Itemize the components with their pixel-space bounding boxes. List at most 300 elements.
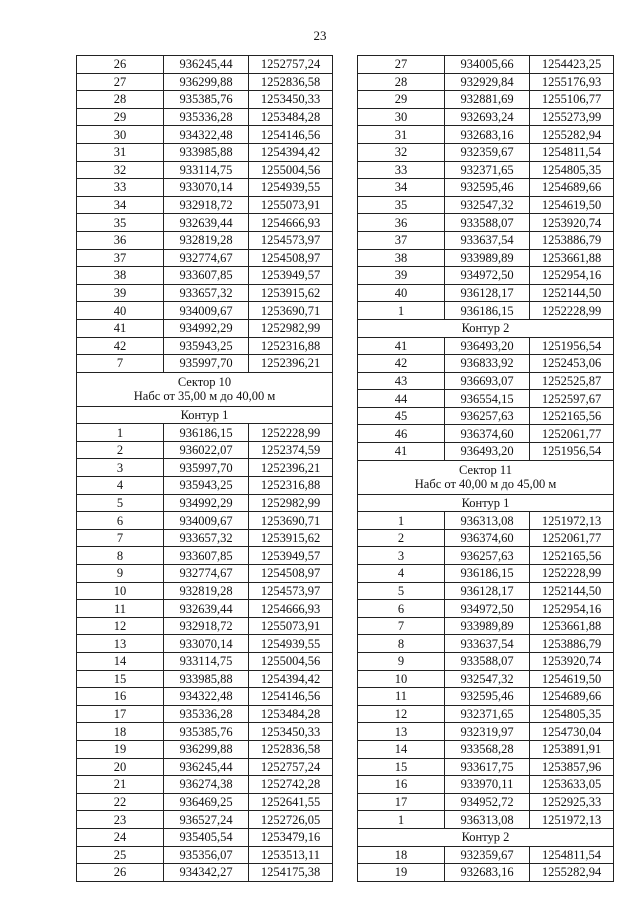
x-coordinate-cell: 936257,63 (445, 407, 530, 425)
y-coordinate-cell: 1254146,56 (249, 688, 333, 706)
point-number-cell: 3 (77, 459, 164, 477)
x-coordinate-cell: 932774,67 (164, 565, 249, 583)
y-coordinate-cell: 1252982,99 (249, 494, 333, 512)
y-coordinate-cell: 1254689,66 (530, 179, 614, 197)
table-row (358, 355, 614, 373)
x-coordinate-cell: 936527,24 (164, 811, 249, 829)
y-coordinate-cell: 1252641,55 (249, 793, 333, 811)
x-coordinate-cell: 932319,97 (445, 723, 530, 741)
x-coordinate-cell: 936554,15 (445, 390, 530, 408)
table-row (77, 424, 333, 442)
table-row (358, 740, 614, 758)
x-coordinate-cell: 934952,72 (445, 793, 530, 811)
point-number-cell: 16 (77, 688, 164, 706)
x-coordinate-cell: 933114,75 (164, 161, 249, 179)
y-coordinate-cell: 1252954,16 (530, 267, 614, 285)
y-coordinate-cell: 1252316,88 (249, 477, 333, 495)
table-row (77, 126, 333, 144)
coordinates-table-right (357, 55, 614, 882)
y-coordinate-cell: 1254619,50 (530, 196, 614, 214)
x-coordinate-cell: 934342,27 (164, 864, 249, 882)
point-number-cell: 3 (358, 547, 445, 565)
table-row (358, 723, 614, 741)
y-coordinate-cell: 1253479,16 (249, 828, 333, 846)
y-coordinate-cell: 1253886,79 (530, 635, 614, 653)
y-coordinate-cell: 1253661,88 (530, 249, 614, 267)
table-row (358, 73, 614, 91)
point-number-cell: 14 (77, 653, 164, 671)
x-coordinate-cell: 935997,70 (164, 459, 249, 477)
x-coordinate-cell: 934322,48 (164, 688, 249, 706)
x-coordinate-cell: 936493,20 (445, 443, 530, 461)
point-number-cell: 37 (358, 231, 445, 249)
y-coordinate-cell: 1252525,87 (530, 372, 614, 390)
x-coordinate-cell: 936299,88 (164, 73, 249, 91)
y-coordinate-cell: 1254573,97 (249, 582, 333, 600)
x-coordinate-cell: 934005,66 (445, 56, 530, 74)
point-number-cell: 42 (358, 355, 445, 373)
x-coordinate-cell: 936374,60 (445, 425, 530, 443)
y-coordinate-cell: 1254619,50 (530, 670, 614, 688)
x-coordinate-cell: 934972,50 (445, 600, 530, 618)
table-row (77, 864, 333, 882)
y-coordinate-cell: 1252954,16 (530, 600, 614, 618)
x-coordinate-cell: 932547,32 (445, 196, 530, 214)
page-number: 23 (313, 28, 327, 43)
point-number-cell: 28 (358, 73, 445, 91)
point-number-cell: 10 (358, 670, 445, 688)
sector-elevation-range: Набс от 35,00 м до 40,00 м (133, 389, 276, 404)
point-number-cell: 9 (77, 565, 164, 583)
y-coordinate-cell: 1255176,93 (530, 73, 614, 91)
y-coordinate-cell: 1255073,91 (249, 196, 333, 214)
table-row (358, 161, 614, 179)
point-number-cell: 2 (77, 441, 164, 459)
table-row (358, 143, 614, 161)
y-coordinate-cell: 1253915,62 (249, 529, 333, 547)
x-coordinate-cell: 932819,28 (164, 582, 249, 600)
x-coordinate-cell: 935405,54 (164, 828, 249, 846)
sector-title: Сектор 10 (177, 375, 232, 390)
y-coordinate-cell: 1253920,74 (530, 214, 614, 232)
y-coordinate-cell: 1254805,35 (530, 161, 614, 179)
point-number-cell: 36 (77, 231, 164, 249)
x-coordinate-cell: 935356,07 (164, 846, 249, 864)
y-coordinate-cell: 1254805,35 (530, 705, 614, 723)
point-number-cell: 8 (77, 547, 164, 565)
point-number-cell: 29 (358, 91, 445, 109)
point-number-cell: 12 (77, 617, 164, 635)
table-row (358, 565, 614, 583)
table-row (358, 582, 614, 600)
y-coordinate-cell: 1252925,33 (530, 793, 614, 811)
point-number-cell: 41 (77, 319, 164, 337)
x-coordinate-cell: 932595,46 (445, 179, 530, 197)
y-coordinate-cell: 1254730,04 (530, 723, 614, 741)
x-coordinate-cell: 936128,17 (445, 284, 530, 302)
y-coordinate-cell: 1252228,99 (530, 565, 614, 583)
y-coordinate-cell: 1252374,59 (249, 441, 333, 459)
table-row (77, 91, 333, 109)
point-number-cell: 18 (358, 846, 445, 864)
y-coordinate-cell: 1254508,97 (249, 249, 333, 267)
x-coordinate-cell: 932639,44 (164, 214, 249, 232)
x-coordinate-cell: 933657,32 (164, 284, 249, 302)
point-number-cell: 31 (77, 143, 164, 161)
x-coordinate-cell: 933588,07 (445, 653, 530, 671)
y-coordinate-cell: 1252742,28 (249, 776, 333, 794)
x-coordinate-cell: 932918,72 (164, 617, 249, 635)
table-row (77, 161, 333, 179)
point-number-cell: 32 (77, 161, 164, 179)
table-row (77, 302, 333, 320)
y-coordinate-cell: 1254394,42 (249, 670, 333, 688)
point-number-cell: 4 (358, 565, 445, 583)
contour-heading: Контур 2 (358, 828, 614, 846)
contour-heading-row (358, 319, 614, 337)
x-coordinate-cell: 933070,14 (164, 179, 249, 197)
point-number-cell: 2 (358, 529, 445, 547)
x-coordinate-cell: 936245,44 (164, 56, 249, 74)
sector-heading (77, 372, 333, 406)
table-row (358, 196, 614, 214)
point-number-cell: 15 (358, 758, 445, 776)
y-coordinate-cell: 1252165,56 (530, 547, 614, 565)
table-row (77, 231, 333, 249)
x-coordinate-cell: 933114,75 (164, 653, 249, 671)
y-coordinate-cell: 1254939,55 (249, 179, 333, 197)
table-row (358, 214, 614, 232)
table-row (358, 126, 614, 144)
table-row (358, 56, 614, 74)
table-row (77, 705, 333, 723)
point-number-cell: 14 (358, 740, 445, 758)
point-number-cell: 33 (358, 161, 445, 179)
x-coordinate-cell: 932918,72 (164, 196, 249, 214)
point-number-cell: 13 (77, 635, 164, 653)
y-coordinate-cell: 1253891,91 (530, 740, 614, 758)
x-coordinate-cell: 932693,24 (445, 108, 530, 126)
table-row (77, 337, 333, 355)
point-number-cell: 34 (358, 179, 445, 197)
y-coordinate-cell: 1254508,97 (249, 565, 333, 583)
y-coordinate-cell: 1251972,13 (530, 512, 614, 530)
table-row (77, 459, 333, 477)
x-coordinate-cell: 932639,44 (164, 600, 249, 618)
x-coordinate-cell: 932819,28 (164, 231, 249, 249)
x-coordinate-cell: 933637,54 (445, 231, 530, 249)
table-row (358, 635, 614, 653)
table-row (358, 776, 614, 794)
x-coordinate-cell: 936313,08 (445, 512, 530, 530)
point-number-cell: 13 (358, 723, 445, 741)
x-coordinate-cell: 935385,76 (164, 91, 249, 109)
y-coordinate-cell: 1253450,33 (249, 723, 333, 741)
table-row (358, 337, 614, 355)
point-number-cell: 1 (358, 512, 445, 530)
x-coordinate-cell: 933989,89 (445, 249, 530, 267)
table-row (77, 670, 333, 688)
y-coordinate-cell: 1255273,99 (530, 108, 614, 126)
point-number-cell: 30 (77, 126, 164, 144)
x-coordinate-cell: 934972,50 (445, 267, 530, 285)
y-coordinate-cell: 1252982,99 (249, 319, 333, 337)
table-row (358, 617, 614, 635)
y-coordinate-cell: 1253886,79 (530, 231, 614, 249)
table-row (77, 477, 333, 495)
x-coordinate-cell: 936128,17 (445, 582, 530, 600)
point-number-cell: 22 (77, 793, 164, 811)
x-coordinate-cell: 936186,15 (445, 302, 530, 320)
point-number-cell: 44 (358, 390, 445, 408)
x-coordinate-cell: 935943,25 (164, 477, 249, 495)
point-number-cell: 19 (358, 864, 445, 882)
y-coordinate-cell: 1253690,71 (249, 512, 333, 530)
x-coordinate-cell: 934009,67 (164, 302, 249, 320)
point-number-cell: 38 (77, 267, 164, 285)
point-number-cell: 29 (77, 108, 164, 126)
x-coordinate-cell: 933657,32 (164, 529, 249, 547)
y-coordinate-cell: 1255282,94 (530, 126, 614, 144)
y-coordinate-cell: 1253484,28 (249, 108, 333, 126)
point-number-cell: 18 (77, 723, 164, 741)
point-number-cell: 8 (358, 635, 445, 653)
point-number-cell: 35 (358, 196, 445, 214)
table-row (358, 372, 614, 390)
x-coordinate-cell: 935385,76 (164, 723, 249, 741)
point-number-cell: 36 (358, 214, 445, 232)
table-row (77, 355, 333, 373)
x-coordinate-cell: 935943,25 (164, 337, 249, 355)
table-row (77, 617, 333, 635)
y-coordinate-cell: 1254573,97 (249, 231, 333, 249)
table-row (358, 688, 614, 706)
point-number-cell: 19 (77, 740, 164, 758)
table-row (358, 108, 614, 126)
point-number-cell: 41 (358, 443, 445, 461)
table-row (358, 758, 614, 776)
table-row (358, 390, 614, 408)
table-row (77, 793, 333, 811)
point-number-cell: 40 (77, 302, 164, 320)
table-row (358, 811, 614, 829)
point-number-cell: 24 (77, 828, 164, 846)
x-coordinate-cell: 932547,32 (445, 670, 530, 688)
table-row (358, 179, 614, 197)
y-coordinate-cell: 1253949,57 (249, 547, 333, 565)
x-coordinate-cell: 935336,28 (164, 108, 249, 126)
table-row (358, 267, 614, 285)
table-row (358, 425, 614, 443)
point-number-cell: 23 (77, 811, 164, 829)
y-coordinate-cell: 1254939,55 (249, 635, 333, 653)
table-row (77, 529, 333, 547)
x-coordinate-cell: 932359,67 (445, 846, 530, 864)
table-row (77, 653, 333, 671)
x-coordinate-cell: 936493,20 (445, 337, 530, 355)
point-number-cell: 21 (77, 776, 164, 794)
x-coordinate-cell: 933070,14 (164, 635, 249, 653)
point-number-cell: 1 (358, 811, 445, 829)
y-coordinate-cell: 1253690,71 (249, 302, 333, 320)
y-coordinate-cell: 1254666,93 (249, 214, 333, 232)
x-coordinate-cell: 936833,92 (445, 355, 530, 373)
contour-heading-row (358, 494, 614, 512)
y-coordinate-cell: 1254666,93 (249, 600, 333, 618)
table-row (358, 249, 614, 267)
y-coordinate-cell: 1254811,54 (530, 846, 614, 864)
x-coordinate-cell: 933617,75 (445, 758, 530, 776)
y-coordinate-cell: 1252757,24 (249, 56, 333, 74)
x-coordinate-cell: 932595,46 (445, 688, 530, 706)
point-number-cell: 5 (358, 582, 445, 600)
y-coordinate-cell: 1252061,77 (530, 425, 614, 443)
contour-heading: Контур 1 (358, 494, 614, 512)
table-row (358, 670, 614, 688)
y-coordinate-cell: 1254423,25 (530, 56, 614, 74)
table-row (77, 688, 333, 706)
table-row (77, 758, 333, 776)
y-coordinate-cell: 1252228,99 (530, 302, 614, 320)
y-coordinate-cell: 1253450,33 (249, 91, 333, 109)
table-row (77, 635, 333, 653)
table-row (358, 407, 614, 425)
point-number-cell: 7 (77, 529, 164, 547)
sector-elevation-range: Набс от 40,00 м до 45,00 м (414, 477, 557, 492)
point-number-cell: 17 (358, 793, 445, 811)
y-coordinate-cell: 1253857,96 (530, 758, 614, 776)
table-row (358, 443, 614, 461)
y-coordinate-cell: 1252144,50 (530, 582, 614, 600)
y-coordinate-cell: 1253513,11 (249, 846, 333, 864)
x-coordinate-cell: 934992,29 (164, 494, 249, 512)
sector-heading (358, 460, 614, 494)
x-coordinate-cell: 936469,25 (164, 793, 249, 811)
x-coordinate-cell: 932371,65 (445, 161, 530, 179)
y-coordinate-cell: 1252228,99 (249, 424, 333, 442)
table-row (77, 196, 333, 214)
table-row (358, 529, 614, 547)
point-number-cell: 40 (358, 284, 445, 302)
coordinates-table-left (76, 55, 333, 882)
table-row (358, 846, 614, 864)
y-coordinate-cell: 1254689,66 (530, 688, 614, 706)
y-coordinate-cell: 1251972,13 (530, 811, 614, 829)
y-coordinate-cell: 1252144,50 (530, 284, 614, 302)
point-number-cell: 27 (77, 73, 164, 91)
point-number-cell: 20 (77, 758, 164, 776)
y-coordinate-cell: 1252453,06 (530, 355, 614, 373)
y-coordinate-cell: 1253920,74 (530, 653, 614, 671)
table-row (77, 740, 333, 758)
x-coordinate-cell: 935997,70 (164, 355, 249, 373)
y-coordinate-cell: 1255004,56 (249, 161, 333, 179)
point-number-cell: 30 (358, 108, 445, 126)
point-number-cell: 42 (77, 337, 164, 355)
contour-heading-row (77, 406, 333, 424)
point-number-cell: 1 (358, 302, 445, 320)
table-row (77, 582, 333, 600)
y-coordinate-cell: 1255106,77 (530, 91, 614, 109)
table-row (358, 864, 614, 882)
x-coordinate-cell: 936374,60 (445, 529, 530, 547)
y-coordinate-cell: 1252726,05 (249, 811, 333, 829)
x-coordinate-cell: 932881,69 (445, 91, 530, 109)
point-number-cell: 6 (77, 512, 164, 530)
contour-heading-row (358, 828, 614, 846)
point-number-cell: 37 (77, 249, 164, 267)
table-row (77, 319, 333, 337)
x-coordinate-cell: 933588,07 (445, 214, 530, 232)
y-coordinate-cell: 1252316,88 (249, 337, 333, 355)
table-row (358, 91, 614, 109)
point-number-cell: 5 (77, 494, 164, 512)
point-number-cell: 41 (358, 337, 445, 355)
y-coordinate-cell: 1255073,91 (249, 617, 333, 635)
table-row (358, 284, 614, 302)
y-coordinate-cell: 1253633,05 (530, 776, 614, 794)
table-row (77, 267, 333, 285)
point-number-cell: 39 (358, 267, 445, 285)
x-coordinate-cell: 932774,67 (164, 249, 249, 267)
point-number-cell: 11 (77, 600, 164, 618)
x-coordinate-cell: 933637,54 (445, 635, 530, 653)
y-coordinate-cell: 1255004,56 (249, 653, 333, 671)
y-coordinate-cell: 1253915,62 (249, 284, 333, 302)
x-coordinate-cell: 933970,11 (445, 776, 530, 794)
contour-heading: Контур 2 (358, 319, 614, 337)
point-number-cell: 17 (77, 705, 164, 723)
point-number-cell: 39 (77, 284, 164, 302)
table-row (77, 494, 333, 512)
coordinates-table-left-body (77, 56, 333, 882)
x-coordinate-cell: 932359,67 (445, 143, 530, 161)
y-coordinate-cell: 1254811,54 (530, 143, 614, 161)
point-number-cell: 7 (77, 355, 164, 373)
y-coordinate-cell: 1253484,28 (249, 705, 333, 723)
table-row (358, 547, 614, 565)
y-coordinate-cell: 1252836,58 (249, 740, 333, 758)
table-row (77, 73, 333, 91)
point-number-cell: 46 (358, 425, 445, 443)
x-coordinate-cell: 934009,67 (164, 512, 249, 530)
point-number-cell: 9 (358, 653, 445, 671)
table-row (77, 547, 333, 565)
table-row (77, 565, 333, 583)
y-coordinate-cell: 1252165,56 (530, 407, 614, 425)
sector-heading-row (358, 460, 614, 494)
y-coordinate-cell: 1252396,21 (249, 355, 333, 373)
y-coordinate-cell: 1251956,54 (530, 337, 614, 355)
y-coordinate-cell: 1253949,57 (249, 267, 333, 285)
point-number-cell: 16 (358, 776, 445, 794)
x-coordinate-cell: 932683,16 (445, 126, 530, 144)
y-coordinate-cell: 1254146,56 (249, 126, 333, 144)
x-coordinate-cell: 933568,28 (445, 740, 530, 758)
y-coordinate-cell: 1252836,58 (249, 73, 333, 91)
table-row (77, 776, 333, 794)
x-coordinate-cell: 936274,38 (164, 776, 249, 794)
table-row (77, 512, 333, 530)
table-row (77, 179, 333, 197)
y-coordinate-cell: 1251956,54 (530, 443, 614, 461)
x-coordinate-cell: 936257,63 (445, 547, 530, 565)
y-coordinate-cell: 1253661,88 (530, 617, 614, 635)
y-coordinate-cell: 1252396,21 (249, 459, 333, 477)
point-number-cell: 34 (77, 196, 164, 214)
table-row (77, 846, 333, 864)
table-row (358, 600, 614, 618)
